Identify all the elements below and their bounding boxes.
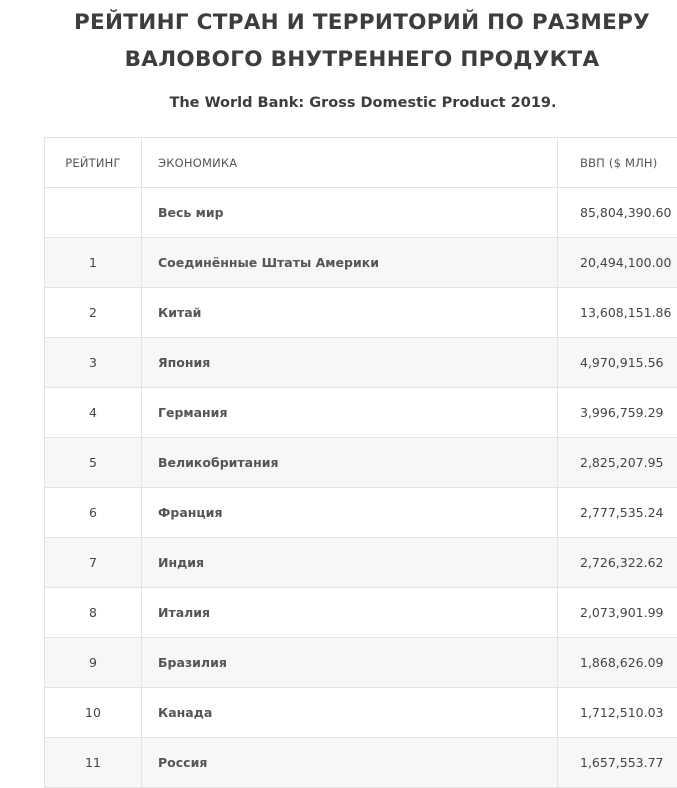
gdp-cell: 1,712,510.03 bbox=[558, 688, 677, 738]
table-row bbox=[45, 588, 677, 638]
table-row bbox=[45, 338, 677, 388]
page-subtitle: The World Bank: Gross Domestic Product 2019. bbox=[0, 95, 677, 111]
economy-cell: Великобритания bbox=[142, 438, 558, 488]
table-row bbox=[45, 188, 677, 238]
rank-cell: 9 bbox=[45, 638, 142, 688]
gdp-cell: 20,494,100.00 bbox=[558, 238, 677, 288]
table-row bbox=[45, 388, 677, 438]
rank-cell: 6 bbox=[45, 488, 142, 538]
economy-cell: Канада bbox=[142, 688, 558, 738]
table-row bbox=[45, 538, 677, 588]
economy-cell: Весь мир bbox=[142, 188, 558, 238]
table-row bbox=[45, 738, 677, 788]
economy-cell: Бразилия bbox=[142, 638, 558, 688]
gdp-cell: 4,970,915.56 bbox=[558, 338, 677, 388]
rank-cell: 1 bbox=[45, 238, 142, 288]
rank-cell: 10 bbox=[45, 688, 142, 738]
rank-cell: 2 bbox=[45, 288, 142, 338]
gdp-cell: 13,608,151.86 bbox=[558, 288, 677, 338]
economy-cell: Китай bbox=[142, 288, 558, 338]
page-title-line-2: ВАЛОВОГО ВНУТРЕННЕГО ПРОДУКТА bbox=[0, 47, 677, 72]
rank-cell: 5 bbox=[45, 438, 142, 488]
gdp-cell: 1,657,553.77 bbox=[558, 738, 677, 788]
page-title-line-1: РЕЙТИНГ СТРАН И ТЕРРИТОРИЙ ПО РАЗМЕРУ bbox=[0, 10, 677, 35]
table-row bbox=[45, 638, 677, 688]
economy-cell: Япония bbox=[142, 338, 558, 388]
table-row bbox=[45, 288, 677, 338]
rank-cell: 4 bbox=[45, 388, 142, 438]
gdp-cell: 3,996,759.29 bbox=[558, 388, 677, 438]
table-row bbox=[45, 688, 677, 738]
rank-cell: 3 bbox=[45, 338, 142, 388]
rank-cell bbox=[45, 188, 142, 238]
economy-cell: Индия bbox=[142, 538, 558, 588]
column-header-economy[interactable]: ЭКОНОМИКА bbox=[142, 138, 558, 188]
economy-cell: Россия bbox=[142, 738, 558, 788]
economy-cell: Италия bbox=[142, 588, 558, 638]
economy-cell: Германия bbox=[142, 388, 558, 438]
economy-cell: Франция bbox=[142, 488, 558, 538]
rank-cell: 7 bbox=[45, 538, 142, 588]
gdp-cell: 2,825,207.95 bbox=[558, 438, 677, 488]
column-header-gdp[interactable]: ВВП ($ МЛН) bbox=[558, 138, 677, 188]
gdp-ranking-table bbox=[44, 137, 677, 788]
gdp-cell: 2,073,901.99 bbox=[558, 588, 677, 638]
rank-cell: 11 bbox=[45, 738, 142, 788]
gdp-cell: 85,804,390.60 bbox=[558, 188, 677, 238]
gdp-cell: 2,777,535.24 bbox=[558, 488, 677, 538]
table-row bbox=[45, 238, 677, 288]
table-header-row bbox=[45, 138, 677, 188]
economy-cell: Соединённые Штаты Америки bbox=[142, 238, 558, 288]
column-header-rank[interactable]: РЕЙТИНГ bbox=[45, 138, 142, 188]
table-row bbox=[45, 438, 677, 488]
rank-cell: 8 bbox=[45, 588, 142, 638]
gdp-cell: 2,726,322.62 bbox=[558, 538, 677, 588]
gdp-cell: 1,868,626.09 bbox=[558, 638, 677, 688]
table-row bbox=[45, 488, 677, 538]
